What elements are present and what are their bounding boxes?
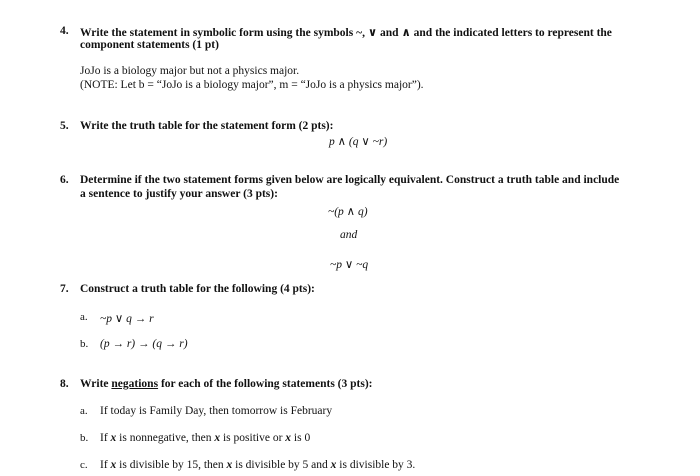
- q5-number: 5.: [60, 120, 69, 132]
- q7-item-b-letter: b.: [80, 338, 89, 350]
- q8-item-a-text: If today is Family Day, then tomorrow is February: [100, 405, 333, 417]
- q8-prompt-post: for each of the following statements (3 pts):: [158, 378, 373, 390]
- q8-c-part4: is divisible by 3.: [336, 459, 416, 471]
- q8-number: 8.: [60, 378, 69, 390]
- q8-prompt-underlined: negations: [111, 378, 159, 390]
- q8-b-part4: is 0: [291, 432, 311, 444]
- q8-item-b-text: [100, 432, 310, 444]
- q4-number: 4.: [60, 25, 69, 37]
- q7-item-a-formula: ~p ∨ q → r: [100, 313, 154, 325]
- q5-formula: p ∧ (q ∨ ~r): [329, 136, 388, 148]
- q8-b-var1: x: [110, 432, 117, 444]
- q8-c-part1: If: [100, 459, 111, 471]
- q8-item-c-text: [100, 459, 415, 471]
- q8-c-var3: x: [330, 459, 337, 471]
- q8-b-part1: If: [100, 432, 111, 444]
- q6-prompt-line2: a sentence to justify your answer (3 pts):: [80, 188, 278, 200]
- q8-prompt-pre: Write: [80, 378, 112, 390]
- q8-item-a-letter: a.: [80, 405, 88, 417]
- q6-connector: and: [340, 229, 358, 241]
- q8-b-part2: is nonnegative, then: [116, 432, 215, 444]
- q8-b-var3: x: [285, 432, 292, 444]
- q8-b-part3: is positive or: [220, 432, 286, 444]
- q4-note: (NOTE: Let b = “JoJo is a biology major”, m = “JoJo is a physics major”).: [80, 79, 424, 91]
- q8-b-var2: x: [214, 432, 221, 444]
- q8-c-part2: is divisible by 15, then: [116, 459, 227, 471]
- q8-c-var2: x: [226, 459, 233, 471]
- q6-formula2: ~p ∨ ~q: [330, 259, 369, 271]
- q6-formula1: ~(p ∧ q): [328, 206, 368, 218]
- q8-c-var1: x: [110, 459, 117, 471]
- q8-item-b-letter: b.: [80, 432, 89, 444]
- q4-prompt-line2: component statements (1 pt): [80, 39, 219, 51]
- q6-prompt-line1: Determine if the two statement forms given below are logically equivalent. Construct a truth table and include: [80, 174, 620, 186]
- q4-statement: JoJo is a biology major but not a physics major.: [80, 65, 300, 77]
- q8-item-c-letter: c.: [80, 459, 88, 471]
- q5-prompt: Write the truth table for the statement form (2 pts):: [80, 120, 334, 132]
- q7-item-b-formula: (p → r) → (q → r): [100, 338, 188, 350]
- q8-prompt: [80, 378, 372, 390]
- q4-prompt-line1: Write the statement in symbolic form using the symbols ~, ∨ and ∧ and the indicated letters to represent the: [80, 27, 612, 39]
- q6-number: 6.: [60, 174, 69, 186]
- q8-c-part3: is divisible by 5 and: [232, 459, 331, 471]
- q7-number: 7.: [60, 283, 69, 295]
- q7-item-a-letter: a.: [80, 311, 88, 323]
- q7-prompt: Construct a truth table for the following (4 pts):: [80, 283, 315, 295]
